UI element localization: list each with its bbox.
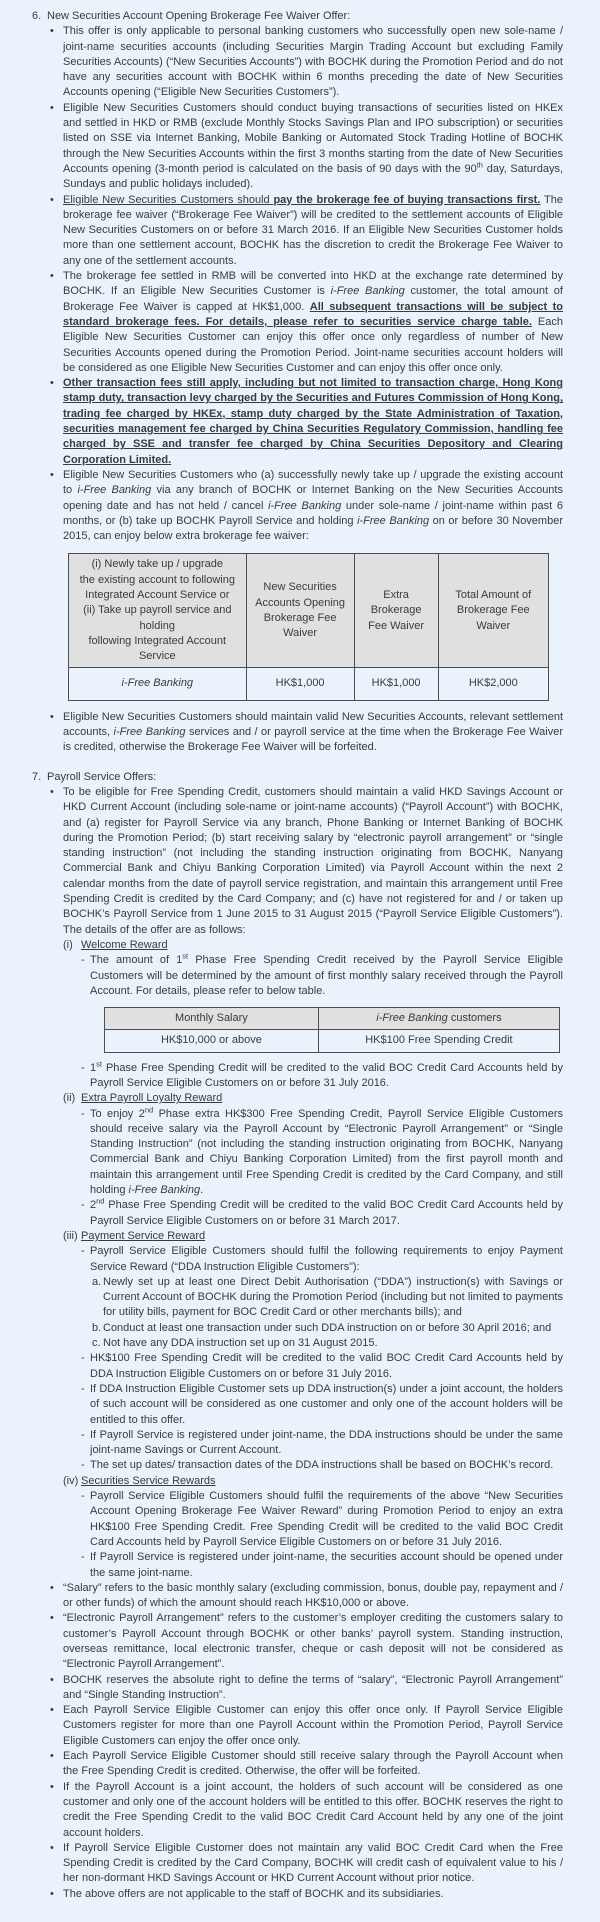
- text-run: The brokerage fee waiver (“Brokerage Fee Waiver”) will be credited to the settlement accounts of Eligible New Securities Customers on or before 31 March 2016. If an Eligible New Securities Customer holds more than one settlement account, BOCHK has the discretion to credit the Brokerage Fee Waiver to any one of the settlement accounts.: [63, 193, 563, 267]
- table-header-cell: [318, 1008, 559, 1030]
- text-run: If Payroll Service Eligible Customer does not maintain any valid BOC Credit Card when the Free Spending Credit is credited by the Card Company, BOCHK will credit cash of equivalent value to his / her non-dormant HKD Savings Account or HKD Current Account without prior notice.: [63, 1841, 563, 1885]
- text-run: i-Free Banking: [121, 677, 194, 690]
- text-run: via any branch of BOCHK or Internet Banking on the New Securities Accounts opening date and has not held / cancel: [63, 484, 563, 512]
- sub-marker: (iv): [63, 1474, 79, 1487]
- bullet-marker: •: [50, 1841, 54, 1854]
- bullet-item: [50, 1887, 563, 1902]
- paragraph: [90, 1382, 563, 1428]
- text-run: BOCHK reserves the absolute right to define the terms of “salary”, “Electronic Payroll Arrangement” and “Single Standing Instruction”.: [63, 1673, 563, 1701]
- item-content: [103, 1275, 563, 1321]
- paragraph: [63, 1611, 563, 1672]
- item-content: [81, 1229, 563, 1474]
- text-run: i-Free Banking: [376, 1012, 448, 1025]
- text-run: pay the brokerage fee of buying transactions first.: [273, 193, 541, 206]
- text-run: Accounts Opening: [255, 596, 346, 609]
- paragraph: [63, 1887, 563, 1902]
- bullet-item: [50, 1581, 563, 1612]
- text-run: the existing account to following: [79, 573, 235, 586]
- item-content: [103, 1321, 563, 1336]
- text-run: i-Free Banking: [128, 1184, 201, 1197]
- table-header-cell: [105, 1008, 319, 1030]
- text-run: Phase Free Spending Credit will be credited to the valid BOC Credit Card Accounts held by Payroll Service Eligible Customers on or before 31 July 2016.: [90, 1061, 563, 1089]
- paragraph: [90, 1061, 563, 1092]
- text-run: All subsequent transactions will be subject to standard brokerage fees. For details, please refer to securities service charge table.: [63, 300, 563, 328]
- text-run: 2: [90, 1199, 97, 1212]
- text-run: Eligible New Securities Customers who (a) successfully newly take up / upgrade the existing account to: [63, 468, 563, 497]
- text-run: 1: [90, 1061, 97, 1074]
- table-header-row: [69, 554, 549, 668]
- text-run: on or before 30 November 2015, can enjoy below extra brokerage fee waiver:: [63, 514, 563, 543]
- table-row: [69, 668, 549, 700]
- bullet-marker: •: [50, 101, 54, 114]
- document-section: [32, 770, 563, 1902]
- subsection-heading: [81, 1229, 563, 1244]
- bullet-item: [50, 1611, 563, 1672]
- text-run: customer, the total amount of Brokerage Fee Waiver is capped at HK$1,000.: [63, 285, 563, 313]
- text-run: th: [476, 160, 483, 170]
- paragraph: [63, 1749, 563, 1780]
- dash-item: [81, 1428, 563, 1459]
- item-content: [63, 1611, 563, 1672]
- dash-marker: -: [81, 1459, 85, 1472]
- text-run: To enjoy 2: [90, 1107, 145, 1120]
- text-run: “Electronic Payroll Arrangement” refers to the customer’s employer crediting the customers salary to customer’s Payroll Account through BOCHK or other banks’ payroll system. Standing instruction, overseas remittance, local electronic transfer, cheque or cash deposit will not be considered as “Electronic Payroll Arrangement”.: [63, 1612, 563, 1671]
- bullet-marker: •: [50, 468, 54, 481]
- table-cell: [354, 668, 438, 700]
- item-content: [63, 376, 563, 468]
- text-run: “Salary” refers to the basic monthly salary (excluding commission, bonus, double pay, repayment and / or other funds) of which the amount should reach HK$10,000 or above.: [63, 1581, 563, 1610]
- text-run: i-Free Banking: [330, 285, 405, 298]
- item-content: [103, 1336, 563, 1351]
- item-content: [90, 1550, 563, 1581]
- item-content: [63, 1887, 563, 1902]
- text-run: New Securities: [263, 581, 337, 594]
- item-content: [81, 1091, 563, 1229]
- table-cell: [69, 668, 247, 700]
- bullet-item: [50, 376, 563, 468]
- item-content: [63, 1841, 563, 1887]
- dash-item: [81, 1382, 563, 1428]
- dash-item: [81, 1061, 563, 1092]
- subsection-heading: [81, 1474, 563, 1489]
- dash-marker: -: [81, 954, 85, 967]
- dash-marker: -: [81, 1382, 85, 1395]
- text-run: st: [182, 951, 189, 961]
- paragraph: [63, 1673, 563, 1704]
- text-run: Not have any DDA instruction set up on 31 August 2015.: [103, 1337, 378, 1350]
- dash-item: [81, 1104, 563, 1199]
- paragraph: [90, 1351, 563, 1382]
- bullet-item: [50, 468, 563, 710]
- subsection-heading: [81, 938, 563, 953]
- text-run: If Payroll Service is registered under joint-name, the securities account should be opened under the same joint-name.: [90, 1551, 563, 1579]
- table-header-row: [105, 1008, 560, 1030]
- bullet-marker: •: [50, 25, 54, 38]
- item-content: [63, 193, 563, 269]
- dash-marker: -: [81, 1245, 85, 1258]
- text-run: services and / or payroll service at the time when the Brokerage Fee Waiver is credited, otherwise the Brokerage Fee Waiver will be forfeited.: [63, 726, 563, 754]
- paragraph: [90, 1428, 563, 1459]
- sub-item: [63, 938, 563, 1091]
- table-header-cell: [69, 554, 247, 668]
- subsection-heading: [81, 1091, 563, 1106]
- bullet-marker: •: [50, 1673, 54, 1686]
- dash-item: [81, 1198, 563, 1229]
- item-content: [90, 1198, 563, 1229]
- paragraph: [103, 1275, 563, 1321]
- paragraph: [63, 376, 563, 468]
- item-content: [90, 1489, 563, 1550]
- section-heading: [32, 770, 563, 785]
- paragraph: [63, 1581, 563, 1612]
- sub-marker: (i): [63, 938, 73, 951]
- sub-item: [63, 1091, 563, 1229]
- paragraph: [90, 1104, 563, 1199]
- text-run: Eligible New Securities Customers should conduct buying transactions of securities listed on HKEx and settled in HKD or RMB (exclude Monthly Stocks Savings Plan and IPO subscription) or securities listed on SSE via Internet Banking, Mobile Banking or Automated Stock Trading Hotline of BOCHK through the New Securities Accounts within the first 3 months starting from the date of New Securities Accounts opening (3-month period is calculated on the basis of 90 days with the 90: [63, 101, 563, 175]
- text-run: HK$1,000: [371, 677, 421, 690]
- text-run: If Payroll Service is registered under joint-name, the DDA instructions should be under the same joint-name Savings or Current Account.: [90, 1428, 563, 1457]
- text-run: Payment Service Reward: [81, 1229, 206, 1242]
- bullet-item: [50, 101, 563, 193]
- letter-item: [90, 1275, 563, 1321]
- item-content: [63, 269, 563, 376]
- paragraph: [103, 1321, 563, 1336]
- table-header-cell: [354, 554, 438, 668]
- dash-item: [81, 1550, 563, 1581]
- bullet-marker: •: [50, 1887, 54, 1900]
- bullet-marker: •: [50, 270, 54, 283]
- paragraph: [63, 468, 563, 544]
- text-run: The brokerage fee settled in RMB will be converted into HKD at the exchange rate determined by BOCHK. If an Eligible New Securities Customer is: [63, 270, 563, 298]
- bullet-item: [50, 710, 563, 756]
- paragraph: [63, 193, 563, 269]
- bullet-marker: •: [50, 1750, 54, 1763]
- item-content: [63, 24, 563, 100]
- item-content: [63, 1780, 563, 1841]
- text-run: following Integrated Account Service: [88, 634, 227, 663]
- letter-marker: b.: [92, 1321, 102, 1334]
- item-content: [81, 938, 563, 1091]
- paragraph: [90, 1458, 563, 1473]
- text-run: Payroll Service Eligible Customers should fulfil the following requirements to enjoy Payment Service Reward (“DDA Instruction Eligible Customers”):: [90, 1245, 563, 1273]
- item-content: [90, 1104, 563, 1199]
- item-content: [63, 785, 563, 1581]
- text-run: Securities Service Rewards: [81, 1474, 216, 1487]
- text-run: Eligible New Securities Customers should: [63, 193, 274, 206]
- item-content: [63, 101, 563, 193]
- bullet-item: [50, 24, 563, 100]
- text-run: Phase extra HK$300 Free Spending Credit, Payroll Service Eligible Customers should receive salary via the Payroll Account by “Electronic Payroll Arrangement” or “Single Standing Instruction” (not including the standing instruction originating from BOCHK, Nanyang Commercial Bank and Chiyu Banking Corporation Limited) from the first payroll month and maintain this arrangement until Free Spending Credit is credited by the Card Company, and still holding: [90, 1107, 563, 1197]
- bullet-marker: •: [50, 377, 54, 390]
- text-run: If the Payroll Account is a joint account, the holders of such account will be considered as one customer and only one of the account holders will be entitled to this offer. BOCHK reserves the right to credit the Free Spending Credit to the valid BOC Credit Card Account held by any one of the joint account holders.: [63, 1780, 563, 1839]
- letter-item: [90, 1336, 563, 1351]
- text-run: Brokerage Fee Waiver: [456, 604, 530, 632]
- item-content: [63, 710, 563, 756]
- dash-marker: -: [81, 1352, 85, 1365]
- table-cell: [105, 1030, 319, 1052]
- bullet-marker: •: [50, 1704, 54, 1717]
- sub-marker: (ii): [63, 1092, 76, 1105]
- item-content: [63, 1581, 563, 1612]
- dash-marker: -: [81, 1107, 85, 1120]
- dash-item: [81, 1244, 563, 1351]
- text-run: Extra Payroll Loyalty Reward: [81, 1092, 223, 1105]
- text-run: Monthly Salary: [175, 1012, 248, 1025]
- brokerage-fee-waiver-table: [68, 553, 549, 700]
- paragraph: [63, 710, 563, 756]
- text-run: under sole-name / joint-name within past 6 months, or (b) take up BOCHK Payroll Service and holding: [63, 499, 563, 527]
- paragraph: [63, 24, 563, 100]
- item-content: [63, 1673, 563, 1704]
- item-content: [90, 1351, 563, 1382]
- bullet-item: [50, 1703, 563, 1749]
- paragraph: [63, 785, 563, 938]
- text-run: (ii) Take up payroll service and holding: [83, 604, 232, 632]
- text-run: HK$100 Free Spending Credit will be credited to the valid BOC Credit Card Accounts held by DDA Instruction Eligible Customers on or before 31 July 2016.: [90, 1352, 563, 1380]
- table-header-cell: [246, 554, 354, 668]
- text-run: Phase Free Spending Credit will be credited to the valid BOC Credit Card Accounts held by Payroll Service Eligible Customers on or before 31 March 2017.: [90, 1199, 563, 1227]
- document-section: [32, 9, 563, 756]
- document-body: [32, 9, 563, 1902]
- paragraph: [63, 101, 563, 193]
- text-run: The above offers are not applicable to the staff of BOCHK and its subsidiaries.: [63, 1887, 444, 1900]
- item-content: [90, 953, 563, 1060]
- text-run: Eligible New Securities Customers should maintain valid New Securities Accounts, relevant settlement accounts,: [63, 710, 563, 739]
- bullet-item: [50, 1780, 563, 1841]
- dash-marker: -: [81, 1490, 85, 1503]
- bullet-item: [50, 193, 563, 269]
- paragraph: [103, 1336, 563, 1351]
- text-run: HK$1,000: [275, 677, 325, 690]
- paragraph: [90, 953, 563, 999]
- sub-marker: (iii): [63, 1229, 78, 1242]
- bullet-marker: •: [50, 1780, 54, 1793]
- text-run: HK$100 Free Spending Credit: [365, 1034, 513, 1047]
- text-run: .: [200, 1184, 204, 1197]
- item-content: [63, 1749, 563, 1780]
- bullet-item: [50, 269, 563, 376]
- sub-item: [63, 1229, 563, 1474]
- dash-marker: -: [81, 1061, 85, 1074]
- table-cell: [318, 1030, 559, 1052]
- dash-marker: -: [81, 1428, 85, 1441]
- sub-item: [63, 1474, 563, 1581]
- letter-marker: c.: [92, 1337, 101, 1350]
- paragraph: [90, 1489, 563, 1550]
- section-title: Payroll Service Offers:: [47, 770, 157, 783]
- text-run: st: [96, 1059, 102, 1069]
- text-run: Other transaction fees still apply, including but not limited to transaction charge, Hong Kong stamp duty, transaction levy charged by the Securities and Futures Commission of Hong Kong, trading fee charged by HKEx, stamp duty charged by the State Administration of Taxation, securities management fee charged by China Securities Regulatory Commission, handling fee charged by SSE and transfer fee charged by China Securities Depository and Clearing Corporation Limited.: [63, 377, 563, 466]
- section-items: [32, 24, 563, 755]
- section-items: [32, 785, 563, 1902]
- text-run: If DDA Instruction Eligible Customer sets up DDA instruction(s) under a joint account, the holders of such account will be considered as one customer and only one of the account holders will be entitled to this offer.: [90, 1382, 563, 1426]
- paragraph: [63, 269, 563, 376]
- table-cell: [246, 668, 354, 700]
- text-run: i-Free Banking: [77, 484, 152, 497]
- section-number: 6.: [32, 10, 42, 22]
- paragraph: [90, 1550, 563, 1581]
- paragraph: [90, 1244, 563, 1275]
- paragraph: [63, 1780, 563, 1841]
- text-run: Welcome Reward: [81, 938, 168, 951]
- dash-item: [81, 1458, 563, 1473]
- text-run: Fee Waiver: [368, 619, 424, 632]
- bullet-marker: •: [50, 1581, 54, 1594]
- text-run: day, Saturdays, Sundays and public holidays included).: [63, 162, 563, 191]
- dash-marker: -: [81, 1551, 85, 1564]
- item-content: [90, 1061, 563, 1092]
- text-run: Each Payroll Service Eligible Customer should still receive salary through the Payroll Account when the Free Spending Credit is credited. Otherwise, the offer will be forfeited.: [63, 1750, 563, 1778]
- item-content: [90, 1458, 563, 1473]
- paragraph: [90, 1198, 563, 1229]
- item-content: [81, 1474, 563, 1581]
- text-run: Each Payroll Service Eligible Customer can enjoy this offer once only. If Payroll Service Eligible Customers register for more than one Payroll Account within the Promotion Period, Payroll Service Eligible Customers can enjoy the offer once only.: [63, 1704, 563, 1747]
- bullet-item: [50, 1673, 563, 1704]
- item-content: [90, 1244, 563, 1351]
- text-run: i-Free Banking: [268, 499, 342, 512]
- table-row: [105, 1030, 560, 1052]
- text-run: Each Eligible New Securities Customer can enjoy this offer once only regardless of number of New Securities Accounts opened during the Promotion Period. Joint-name securities account holders will be considered as one Eligible New Securities Customer and can enjoy this offer once only.: [63, 315, 563, 374]
- text-run: The amount of 1: [90, 954, 183, 967]
- bullet-marker: •: [50, 785, 54, 798]
- section-heading: [32, 9, 563, 24]
- text-run: i-Free Banking: [357, 514, 430, 527]
- text-run: The set up dates/ transaction dates of the DDA instructions shall be based on BOCHK’s record.: [90, 1459, 554, 1472]
- text-run: customers: [447, 1012, 502, 1025]
- letter-item: [90, 1321, 563, 1336]
- item-content: [63, 468, 563, 710]
- text-run: Payroll Service Eligible Customers should fulfil the requirements of the above “New Securities Account Opening Brokerage Fee Waiver Reward” during Promotion Period to enjoy an extra HK$100 Free Spending Credit. Free Spending Credit will be credited to the valid BOC Credit Card Accounts held by Payroll Service Eligible Customers on or before 31 July 2016.: [90, 1490, 563, 1548]
- section-title: New Securities Account Opening Brokerage Fee Waiver Offer:: [47, 10, 351, 22]
- paragraph: [63, 1703, 563, 1749]
- text-run: HK$2,000: [468, 677, 518, 690]
- bullet-marker: •: [50, 710, 54, 723]
- text-run: HK$10,000 or above: [160, 1034, 262, 1047]
- bullet-marker: •: [50, 193, 54, 206]
- text-run: (i) Newly take up / upgrade: [91, 558, 224, 571]
- text-run: Brokerage Fee Waiver: [263, 611, 337, 640]
- text-run: Newly set up at least one Direct Debit Authorisation (“DDA”) instruction(s) with Savings or Current Account of BOCHK during the Promotion Period (including but not limited to payments for utility bills, payment for BOC Credit Card or other merchants bills); and: [103, 1275, 563, 1319]
- text-run: This offer is only applicable to personal banking customers who successfully open new sole-name / joint-name securities accounts (including Securities Margin Trading Account but excluding Family Securities Accounts) (“New Securities Accounts”) with BOCHK during the Promotion Period and do not have any securities account with BOCHK within 6 months preceding the date of New Securities Accounts opening (“Eligible New Securities Customers”).: [63, 25, 563, 99]
- text-run: nd: [96, 1196, 105, 1206]
- text-run: Conduct at least one transaction under such DDA instruction on or before 30 April 2016; and: [103, 1321, 552, 1334]
- welcome-reward-table: [104, 1007, 560, 1053]
- text-run: To be eligible for Free Spending Credit, customers should maintain a valid HKD Savings Account or HKD Current Account (including sole-name or joint-name accounts) (“Payroll Account”) with BOCHK, and (a) register for Payroll Service via any branch, Phone Banking or Internet Banking of BOCHK during the Promotion Period; (b) start receiving salary by “electronic payroll arrangement” or “single standing instruction” (not including the standing instruction originating from BOCHK, Nanyang Commercial Bank and Chiyu Banking Corporation Limited) via Payroll Account within the next 2 calendar months from the date of payroll service registration, and maintain this arrangement until Free Spending Credit is credited by the Card Company; and (c) have not registered for and / or taken up BOCHK’s Payroll Service from 1 June 2015 to 31 August 2015 (“Payroll Service Eligible Customers”). The details of the offer are as follows:: [63, 785, 563, 936]
- section-number: 7.: [32, 770, 42, 783]
- bullet-item: [50, 785, 563, 1581]
- item-content: [63, 1703, 563, 1749]
- paragraph: [63, 1841, 563, 1887]
- bullet-item: [50, 1841, 563, 1887]
- bullet-item: [50, 1749, 563, 1780]
- letter-marker: a.: [92, 1275, 102, 1288]
- bullet-marker: •: [50, 1612, 54, 1625]
- text-run: Total Amount of: [455, 588, 532, 601]
- dash-marker: -: [81, 1199, 85, 1212]
- dash-item: [81, 1489, 563, 1550]
- item-content: [90, 1428, 563, 1459]
- text-run: Integrated Account Service or: [85, 588, 230, 601]
- dash-item: [81, 1351, 563, 1382]
- table-header-cell: [438, 554, 548, 668]
- table-cell: [438, 668, 548, 700]
- item-content: [90, 1382, 563, 1428]
- text-run: Extra Brokerage: [370, 588, 422, 617]
- dash-item: [81, 953, 563, 1060]
- text-run: nd: [144, 1104, 154, 1114]
- text-run: i-Free Banking: [113, 726, 186, 739]
- text-run: Phase Free Spending Credit received by the Payroll Service Eligible Customers will be determined by the amount of first monthly salary received through the Payroll Account. For details, please refer to below table.: [90, 954, 564, 997]
